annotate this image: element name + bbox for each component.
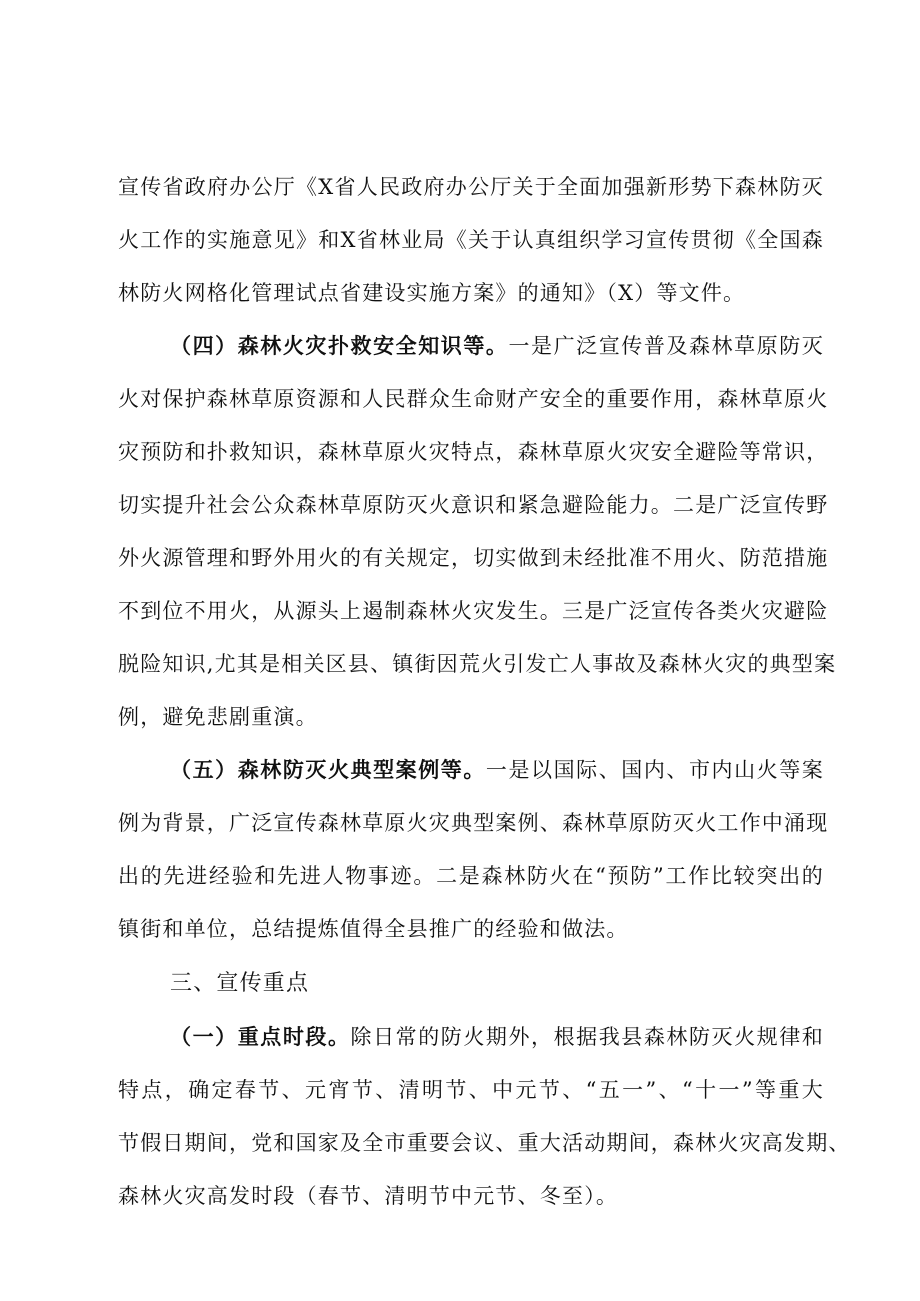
paragraph-line: 镇街和单位，总结提炼值得全县推广的经验和做法。 [118, 917, 629, 941]
paragraph-line: 例为背景，广泛宣传森林草原火灾典型案例、森林草原防灭火工作中涌现 [118, 811, 829, 835]
section-heading: 三、宣传重点 [170, 971, 310, 996]
paragraph-title: （一）重点时段。 [170, 1024, 351, 1049]
paragraph-line: 例，避免悲剧重演。 [118, 705, 318, 729]
paragraph-title: （四）森林火灾扑救安全知识等。 [170, 333, 509, 358]
paragraph-text: 一是广泛宣传普及森林草原防灭 [508, 334, 824, 358]
paragraph-line: 切实提升社会公众森林草原防灭火意识和紧急避险能力。二是广泛宣传野 [118, 493, 829, 517]
paragraph-first-line [170, 331, 824, 361]
paragraph-title: （五）森林防灭火典型案例等。 [170, 757, 486, 782]
paragraph-line: 不到位不用火，从源头上遏制森林火灾发生。三是广泛宣传各类火灾避险 [118, 599, 829, 623]
paragraph-line: 森林火灾高发时段（春节、清明节中元节、冬至）。 [118, 1184, 619, 1208]
paragraph-text: 除日常的防火期外，根据我县森林防灭火规律和 [350, 1025, 824, 1049]
paragraph-line: 外火源管理和野外用火的有关规定，切实做到未经批准不用火、防范措施 [118, 546, 829, 570]
paragraph-line: 火工作的实施意见》和X省林业局《关于认真组织学习宣传贯彻《全国森 [118, 228, 824, 252]
paragraph-first-line [170, 1022, 824, 1052]
paragraph-line: 灾预防和扑救知识，森林草原火灾特点，森林草原火灾安全避险等常识， [118, 440, 829, 464]
paragraph-line: 宣传省政府办公厅《X省人民政府办公厅关于全面加强新形势下森林防灭 [118, 175, 824, 199]
paragraph-text: 一是以国际、国内、市内山火等案 [485, 758, 824, 782]
paragraph-line: 脱险知识,尤其是相关区县、镇街因荒火引发亡人事故及森林火灾的典型案 [118, 652, 837, 676]
paragraph-line: 火对保护森林草原资源和人民群众生命财产安全的重要作用，森林草原火 [118, 387, 829, 411]
paragraph-line: 出的先进经验和先进人物事迹。二是森林防火在“预防”工作比较突出的 [118, 864, 824, 888]
paragraph-first-line [170, 755, 824, 785]
paragraph-line: 特点，确定春节、元宵节、清明节、中元节、“五一”、“十一”等重大 [118, 1078, 824, 1102]
paragraph-line: 林防火网格化管理试点省建设实施方案》的通知》（X）等文件。 [118, 281, 746, 305]
paragraph-line: 节假日期间，党和国家及全市重要会议、重大活动期间，森林火灾高发期、 [118, 1131, 851, 1155]
